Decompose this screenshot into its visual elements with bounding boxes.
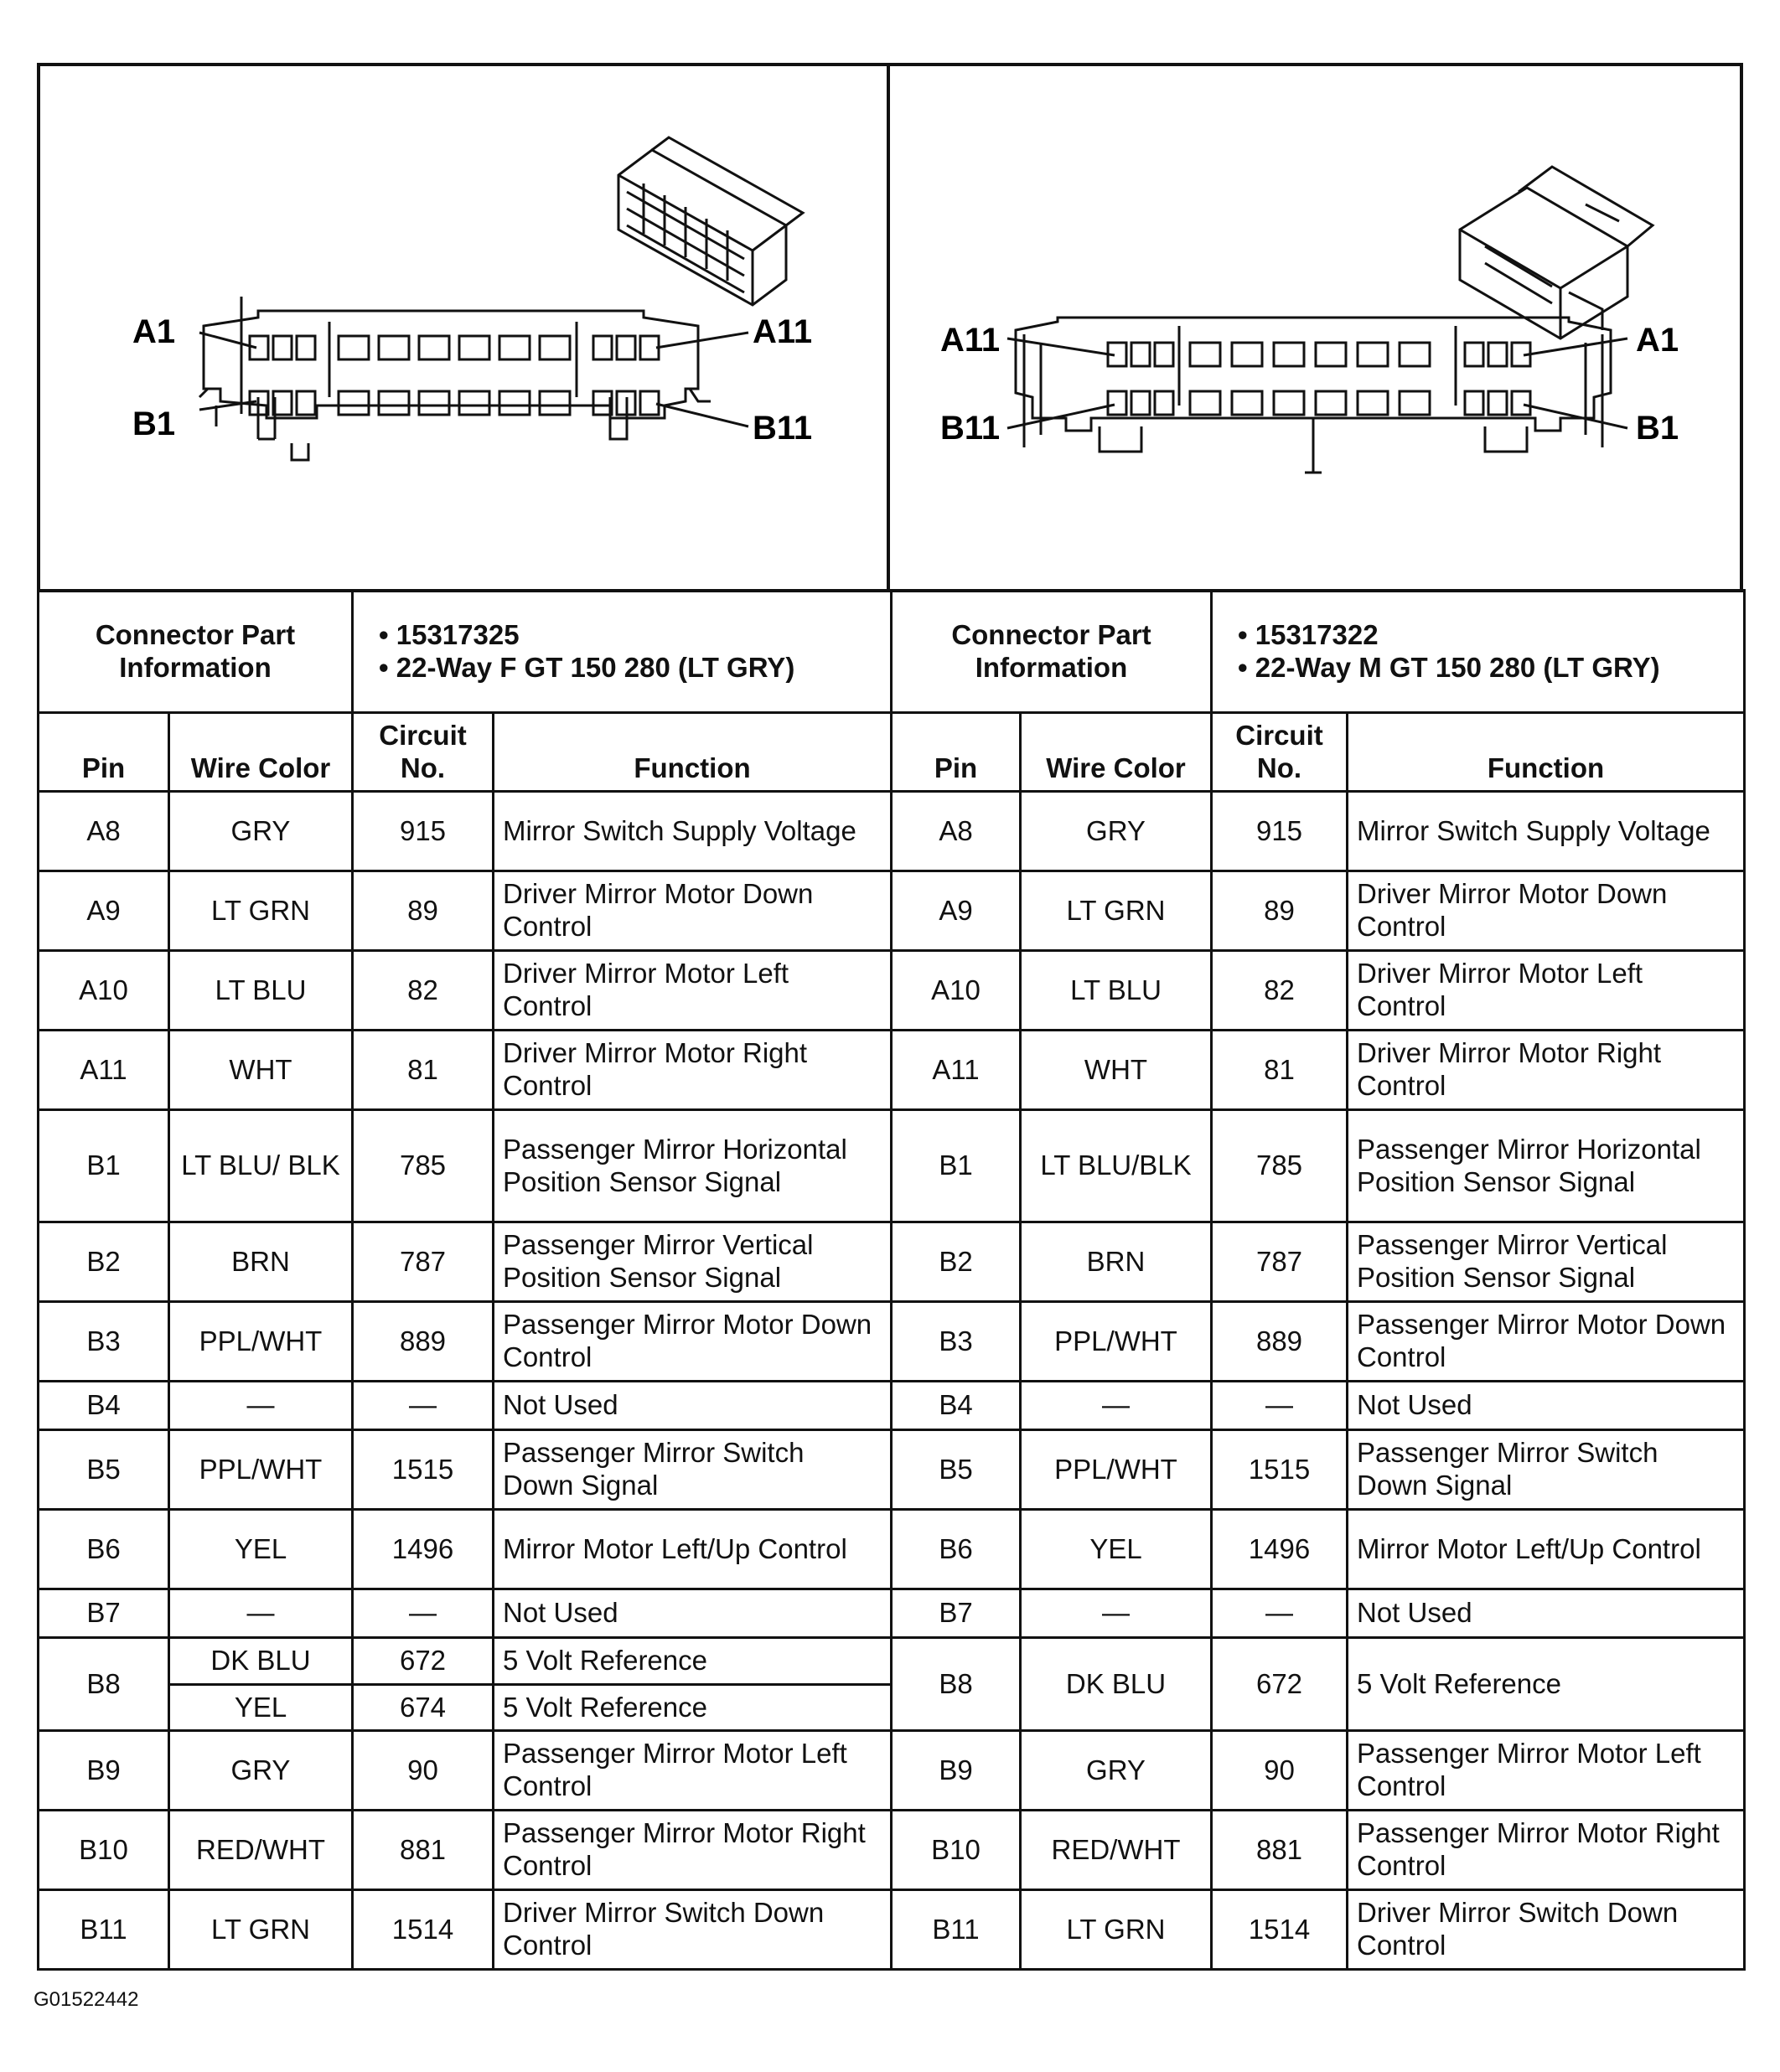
table-row bbox=[892, 792, 1745, 871]
connector-3d-thumbnail bbox=[618, 137, 803, 305]
wire-color-cell: DK BLU bbox=[1021, 1638, 1212, 1731]
wire-color-cell: RED/WHT bbox=[1021, 1811, 1212, 1890]
table-row bbox=[39, 1589, 892, 1638]
table-row bbox=[892, 1031, 1745, 1110]
pin-cell: B6 bbox=[892, 1510, 1021, 1589]
connector-sheet bbox=[37, 63, 1743, 1969]
circuit-cell: 881 bbox=[353, 1811, 494, 1890]
pin-cell: B3 bbox=[39, 1302, 169, 1382]
table-row bbox=[39, 1430, 892, 1510]
column-header-row bbox=[39, 713, 892, 792]
function-cell: Passenger Mirror Switch Down Signal bbox=[494, 1430, 892, 1510]
pin-cell: B10 bbox=[892, 1811, 1021, 1890]
male-connector-panel bbox=[890, 63, 1743, 1969]
b11-leader bbox=[656, 404, 748, 426]
function-cell: Mirror Motor Left/Up Control bbox=[494, 1510, 892, 1589]
function-cell: Passenger Mirror Motor Right Control bbox=[1348, 1811, 1745, 1890]
circuit-cell: 1515 bbox=[1212, 1430, 1348, 1510]
circuit-cell: 672 bbox=[1212, 1638, 1348, 1731]
pin-cell: B5 bbox=[39, 1430, 169, 1510]
circuit-cell: 881 bbox=[1212, 1811, 1348, 1890]
circuit-header: Circuit No. bbox=[353, 713, 494, 792]
function-cell: Mirror Motor Left/Up Control bbox=[1348, 1510, 1745, 1589]
circuit-cell: 915 bbox=[353, 792, 494, 871]
function-cell: 5 Volt Reference bbox=[494, 1685, 892, 1731]
circuit-cell: 82 bbox=[1212, 951, 1348, 1031]
wire-color-cell: WHT bbox=[1021, 1031, 1212, 1110]
pin-cell: B9 bbox=[892, 1731, 1021, 1811]
a1-leader bbox=[199, 333, 256, 348]
function-cell: Mirror Switch Supply Voltage bbox=[494, 792, 892, 871]
pin-cell: B7 bbox=[39, 1589, 169, 1638]
pin-cell: B6 bbox=[39, 1510, 169, 1589]
female-connector-drawing bbox=[37, 63, 890, 592]
pin-cell: B5 bbox=[892, 1430, 1021, 1510]
function-cell: Passenger Mirror Horizontal Position Sensor Signal bbox=[1348, 1110, 1745, 1222]
wire-color-cell: BRN bbox=[169, 1222, 353, 1302]
a11-label: A11 bbox=[940, 322, 1001, 359]
circuit-cell: 89 bbox=[1212, 871, 1348, 951]
wire-color-cell: GRY bbox=[169, 792, 353, 871]
pin-cell: B10 bbox=[39, 1811, 169, 1890]
pin-cell: B2 bbox=[39, 1222, 169, 1302]
circuit-cell: — bbox=[353, 1589, 494, 1638]
table-row bbox=[892, 1890, 1745, 1970]
function-cell: Driver Mirror Switch Down Control bbox=[494, 1890, 892, 1970]
wire-color-cell: YEL bbox=[1021, 1510, 1212, 1589]
wire-color-cell: LT BLU bbox=[1021, 951, 1212, 1031]
table-row bbox=[39, 1510, 892, 1589]
connector-info-label: Connector Part Information bbox=[892, 591, 1212, 713]
wire-color-cell: YEL bbox=[169, 1685, 353, 1731]
connector-description: 22-Way F GT 150 280 (LT GRY) bbox=[396, 651, 795, 683]
table-row bbox=[892, 1510, 1745, 1589]
wire-color-cell: RED/WHT bbox=[169, 1811, 353, 1890]
table-row bbox=[39, 1031, 892, 1110]
wire-color-cell: — bbox=[1021, 1589, 1212, 1638]
function-cell: Not Used bbox=[494, 1589, 892, 1638]
circuit-cell: 787 bbox=[1212, 1222, 1348, 1302]
b1-leader bbox=[1524, 405, 1627, 428]
table-row bbox=[39, 1222, 892, 1302]
table-row bbox=[39, 1638, 892, 1685]
wire-color-cell: PPL/WHT bbox=[1021, 1302, 1212, 1382]
part-number: 15317322 bbox=[1255, 618, 1379, 650]
pin-cell: A8 bbox=[39, 792, 169, 871]
wire-color-cell: — bbox=[169, 1382, 353, 1430]
b11-label: B11 bbox=[753, 410, 813, 447]
connector-info-label: Connector Part Information bbox=[39, 591, 353, 713]
wire-color-cell: — bbox=[169, 1589, 353, 1638]
circuit-cell: 785 bbox=[1212, 1110, 1348, 1222]
table-row bbox=[39, 1890, 892, 1970]
wire-color-cell: LT GRN bbox=[169, 871, 353, 951]
a11-leader bbox=[656, 333, 748, 348]
circuit-cell: 889 bbox=[353, 1302, 494, 1382]
wire-color-cell: LT BLU/BLK bbox=[1021, 1110, 1212, 1222]
wire-color-cell: LT BLU bbox=[169, 951, 353, 1031]
circuit-header: Circuit No. bbox=[1212, 713, 1348, 792]
function-header: Function bbox=[494, 713, 892, 792]
pin-cell: A11 bbox=[892, 1031, 1021, 1110]
function-cell: Driver Mirror Switch Down Control bbox=[1348, 1890, 1745, 1970]
wire-color-header: Wire Color bbox=[169, 713, 353, 792]
pin-cell: A11 bbox=[39, 1031, 169, 1110]
circuit-cell: — bbox=[1212, 1589, 1348, 1638]
circuit-cell: 1496 bbox=[1212, 1510, 1348, 1589]
pin-cell: B11 bbox=[39, 1890, 169, 1970]
b1-label: B1 bbox=[132, 406, 176, 442]
wire-color-cell: — bbox=[1021, 1382, 1212, 1430]
pin-cell: A9 bbox=[39, 871, 169, 951]
table-row bbox=[892, 1302, 1745, 1382]
male-pinout-table bbox=[890, 589, 1746, 1971]
connector-info-row bbox=[892, 591, 1745, 713]
pin-cell: B9 bbox=[39, 1731, 169, 1811]
male-connector-face-illustration bbox=[890, 66, 1740, 592]
circuit-cell: — bbox=[353, 1382, 494, 1430]
wire-color-cell: DK BLU bbox=[169, 1638, 353, 1685]
circuit-cell: 81 bbox=[353, 1031, 494, 1110]
figure-code: G01522442 bbox=[34, 1988, 139, 2011]
b11-label: B11 bbox=[940, 410, 1001, 447]
function-cell: Not Used bbox=[494, 1382, 892, 1430]
circuit-cell: 1496 bbox=[353, 1510, 494, 1589]
wire-color-cell: LT BLU/ BLK bbox=[169, 1110, 353, 1222]
table-row bbox=[39, 1302, 892, 1382]
connector-description: 22-Way M GT 150 280 (LT GRY) bbox=[1255, 651, 1660, 683]
part-number: 15317325 bbox=[396, 618, 520, 650]
circuit-cell: — bbox=[1212, 1382, 1348, 1430]
connector-3d-thumbnail bbox=[1460, 167, 1653, 338]
circuit-cell: 82 bbox=[353, 951, 494, 1031]
circuit-cell: 674 bbox=[353, 1685, 494, 1731]
table-row bbox=[892, 1638, 1745, 1731]
connector-info-values: • 15317325 • 22-Way F GT 150 280 (LT GRY) bbox=[353, 591, 892, 713]
table-row bbox=[39, 1382, 892, 1430]
function-cell: Mirror Switch Supply Voltage bbox=[1348, 792, 1745, 871]
wire-color-cell: LT GRN bbox=[1021, 871, 1212, 951]
connector-info-row bbox=[39, 591, 892, 713]
table-row bbox=[39, 871, 892, 951]
wire-color-cell: WHT bbox=[169, 1031, 353, 1110]
table-row bbox=[39, 1731, 892, 1811]
function-cell: Passenger Mirror Vertical Position Sensor Signal bbox=[1348, 1222, 1745, 1302]
pin-cell: B11 bbox=[892, 1890, 1021, 1970]
table-row bbox=[39, 951, 892, 1031]
b1-label: B1 bbox=[1636, 410, 1679, 447]
circuit-cell: 90 bbox=[353, 1731, 494, 1811]
function-cell: Passenger Mirror Switch Down Signal bbox=[1348, 1430, 1745, 1510]
table-row bbox=[892, 951, 1745, 1031]
circuit-cell: 1514 bbox=[1212, 1890, 1348, 1970]
female-pinout-table bbox=[37, 589, 893, 1971]
a1-label: A1 bbox=[1636, 322, 1679, 359]
function-cell: 5 Volt Reference bbox=[1348, 1638, 1745, 1731]
function-cell: Driver Mirror Motor Right Control bbox=[494, 1031, 892, 1110]
wire-color-cell: GRY bbox=[1021, 1731, 1212, 1811]
column-header-row bbox=[892, 713, 1745, 792]
function-cell: Driver Mirror Motor Down Control bbox=[1348, 871, 1745, 951]
pin-cell: B8 bbox=[39, 1638, 169, 1731]
wire-color-header: Wire Color bbox=[1021, 713, 1212, 792]
table-row bbox=[892, 1382, 1745, 1430]
circuit-cell: 1514 bbox=[353, 1890, 494, 1970]
table-row bbox=[892, 1110, 1745, 1222]
circuit-cell: 672 bbox=[353, 1638, 494, 1685]
table-row bbox=[892, 1430, 1745, 1510]
female-connector-face-illustration bbox=[40, 66, 890, 592]
wire-color-cell: PPL/WHT bbox=[169, 1302, 353, 1382]
circuit-cell: 81 bbox=[1212, 1031, 1348, 1110]
pin-cell: B8 bbox=[892, 1638, 1021, 1731]
function-cell: Driver Mirror Motor Left Control bbox=[1348, 951, 1745, 1031]
function-cell: Passenger Mirror Motor Right Control bbox=[494, 1811, 892, 1890]
pin-header: Pin bbox=[892, 713, 1021, 792]
wire-color-cell: GRY bbox=[169, 1731, 353, 1811]
a11-label: A11 bbox=[753, 313, 813, 350]
function-cell: Driver Mirror Motor Left Control bbox=[494, 951, 892, 1031]
function-cell: 5 Volt Reference bbox=[494, 1638, 892, 1685]
function-cell: Driver Mirror Motor Down Control bbox=[494, 871, 892, 951]
wire-color-cell: PPL/WHT bbox=[1021, 1430, 1212, 1510]
table-row bbox=[892, 1589, 1745, 1638]
circuit-cell: 90 bbox=[1212, 1731, 1348, 1811]
pin-cell: B2 bbox=[892, 1222, 1021, 1302]
pin-cell: A10 bbox=[39, 951, 169, 1031]
pin-cell: B4 bbox=[892, 1382, 1021, 1430]
connector-info-values: • 15317322 • 22-Way M GT 150 280 (LT GRY) bbox=[1212, 591, 1745, 713]
table-row bbox=[892, 1811, 1745, 1890]
circuit-cell: 915 bbox=[1212, 792, 1348, 871]
pin-cell: A8 bbox=[892, 792, 1021, 871]
function-cell: Passenger Mirror Horizontal Position Sensor Signal bbox=[494, 1110, 892, 1222]
pin-cell: B3 bbox=[892, 1302, 1021, 1382]
table-row bbox=[892, 871, 1745, 951]
pin-header: Pin bbox=[39, 713, 169, 792]
a1-label: A1 bbox=[132, 313, 176, 350]
wire-color-cell: LT GRN bbox=[1021, 1890, 1212, 1970]
wire-color-cell: PPL/WHT bbox=[169, 1430, 353, 1510]
table-row bbox=[892, 1222, 1745, 1302]
male-connector-drawing bbox=[890, 63, 1743, 592]
pin-cell: B4 bbox=[39, 1382, 169, 1430]
function-cell: Not Used bbox=[1348, 1382, 1745, 1430]
pin-cell: A10 bbox=[892, 951, 1021, 1031]
circuit-cell: 1515 bbox=[353, 1430, 494, 1510]
wire-color-cell: LT GRN bbox=[169, 1890, 353, 1970]
function-cell: Driver Mirror Motor Right Control bbox=[1348, 1031, 1745, 1110]
table-row bbox=[39, 792, 892, 871]
function-cell: Passenger Mirror Motor Left Control bbox=[494, 1731, 892, 1811]
function-cell: Passenger Mirror Vertical Position Sensor Signal bbox=[494, 1222, 892, 1302]
pin-cell: B1 bbox=[39, 1110, 169, 1222]
wire-color-cell: YEL bbox=[169, 1510, 353, 1589]
wire-color-cell: GRY bbox=[1021, 792, 1212, 871]
circuit-cell: 889 bbox=[1212, 1302, 1348, 1382]
female-connector-panel bbox=[37, 63, 890, 1969]
pin-cell: A9 bbox=[892, 871, 1021, 951]
function-cell: Not Used bbox=[1348, 1589, 1745, 1638]
function-cell: Passenger Mirror Motor Left Control bbox=[1348, 1731, 1745, 1811]
function-header: Function bbox=[1348, 713, 1745, 792]
pin-cell: B1 bbox=[892, 1110, 1021, 1222]
function-cell: Passenger Mirror Motor Down Control bbox=[1348, 1302, 1745, 1382]
function-cell: Passenger Mirror Motor Down Control bbox=[494, 1302, 892, 1382]
wire-color-cell: BRN bbox=[1021, 1222, 1212, 1302]
table-row bbox=[39, 1110, 892, 1222]
circuit-cell: 787 bbox=[353, 1222, 494, 1302]
table-row bbox=[892, 1731, 1745, 1811]
circuit-cell: 89 bbox=[353, 871, 494, 951]
circuit-cell: 785 bbox=[353, 1110, 494, 1222]
pin-cell: B7 bbox=[892, 1589, 1021, 1638]
table-row bbox=[39, 1811, 892, 1890]
